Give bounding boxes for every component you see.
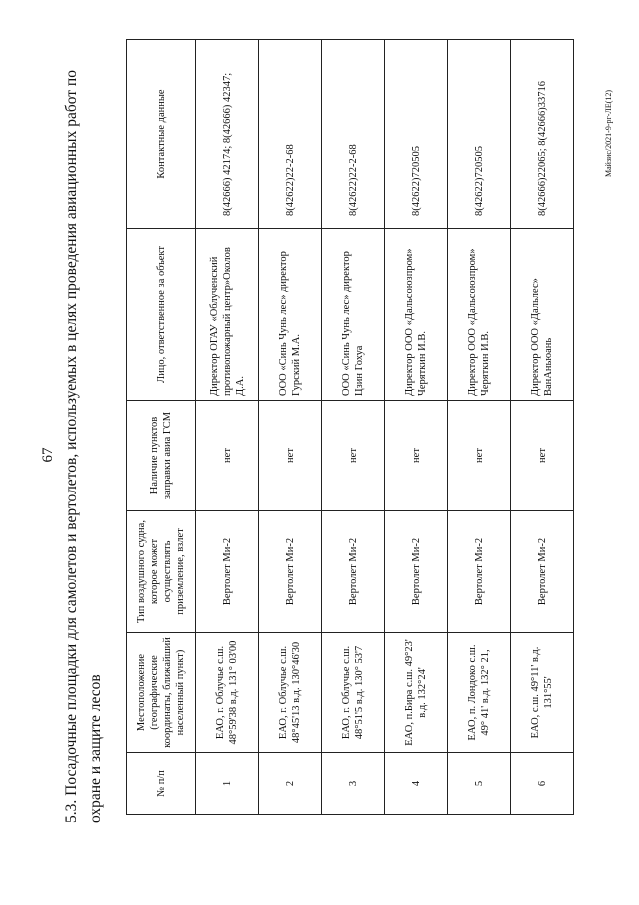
document-footer: Майзис/2021-9-рг-ЛЕ(12) xyxy=(604,89,613,177)
cell-aircraft: Вертолет Ми-2 xyxy=(385,511,448,633)
cell-location: ЕАО, г. Облучье с.ш. 48°45'13 в.д. 130°46'30 xyxy=(259,633,322,753)
header-aircraft: Тип воздушного судна, которое может осуществлять приземление, взлет xyxy=(127,511,196,633)
cell-location: ЕАО, п.Бира с.ш. 49°23' в.д. 132°24' xyxy=(385,633,448,753)
cell-contacts: 8(42622)720505 xyxy=(385,40,448,229)
page-number: 67 xyxy=(40,447,56,463)
cell-location: ЕАО, г. Облучье с.ш. 48°51'5 в.д. 130° 53'7 xyxy=(322,633,385,753)
cell-aircraft: Вертолет Ми-2 xyxy=(259,511,322,633)
cell-aircraft: Вертолет Ми-2 xyxy=(511,511,574,633)
cell-fuel: нет xyxy=(196,401,259,511)
table-row xyxy=(322,40,385,815)
header-location: Местоположение (географические координаты, ближайший населенный пункт) xyxy=(127,633,196,753)
cell-responsible: Директор ОГАУ «Облученский противопожарный центр»Околов Д.А. xyxy=(196,229,259,401)
table-row xyxy=(511,40,574,815)
cell-aircraft: Вертолет Ми-2 xyxy=(196,511,259,633)
header-contacts: Контактные данные xyxy=(127,40,196,229)
cell-contacts: 8(42622)22-2-68 xyxy=(322,40,385,229)
cell-responsible: Директор ООО «Дальлес» ВанАньюань xyxy=(511,229,574,401)
cell-num: 5 xyxy=(448,753,511,815)
table-row xyxy=(385,40,448,815)
cell-responsible: ООО «Синь Чунь лес» директор Гурский М.А. xyxy=(259,229,322,401)
cell-num: 6 xyxy=(511,753,574,815)
cell-location: ЕАО, с.ш. 49°11' в.д. 131°55' xyxy=(511,633,574,753)
cell-contacts: 8(42622)720505 xyxy=(448,40,511,229)
section-heading: 5.3. Посадочные площадки для самолетов и вертолетов, используемых в целях проведения авиационных работ по охране и защите лесов xyxy=(63,70,104,823)
table-header-row xyxy=(127,40,196,815)
cell-num: 3 xyxy=(322,753,385,815)
cell-fuel: нет xyxy=(385,401,448,511)
header-fuel: Наличие пунктов заправки авиа ГСМ xyxy=(127,401,196,511)
cell-contacts: 8(42622)22-2-68 xyxy=(259,40,322,229)
header-num: № п/п xyxy=(127,753,196,815)
cell-num: 2 xyxy=(259,753,322,815)
cell-fuel: нет xyxy=(448,401,511,511)
table-row xyxy=(259,40,322,815)
table-row xyxy=(448,40,511,815)
cell-responsible: Директор ООО «Дальсоюзпром» Черяткин И.В. xyxy=(448,229,511,401)
cell-aircraft: Вертолет Ми-2 xyxy=(322,511,385,633)
cell-location: ЕАО, п. Лондоко с.ш. 49° 41' в.д. 132° 21, xyxy=(448,633,511,753)
cell-responsible: Директор ООО «Дальсоюзпром» Черяткин И.В. xyxy=(385,229,448,401)
cell-location: ЕАО, г. Облучье с.ш. 48°59'38 в.д. 131° 03'00 xyxy=(196,633,259,753)
cell-num: 1 xyxy=(196,753,259,815)
cell-fuel: нет xyxy=(511,401,574,511)
header-responsible: Лицо, ответственное за объект xyxy=(127,229,196,401)
table-row xyxy=(196,40,259,815)
landing-sites-table xyxy=(126,39,574,815)
cell-contacts: 8(42666) 42174; 8(42666) 42347; xyxy=(196,40,259,229)
cell-responsible: ООО «Синь Чунь лес» директор Цзин Гохуа xyxy=(322,229,385,401)
cell-contacts: 8(42666)22065; 8(42666)33716 xyxy=(511,40,574,229)
cell-aircraft: Вертолет Ми-2 xyxy=(448,511,511,633)
cell-num: 4 xyxy=(385,753,448,815)
cell-fuel: нет xyxy=(259,401,322,511)
cell-fuel: нет xyxy=(322,401,385,511)
